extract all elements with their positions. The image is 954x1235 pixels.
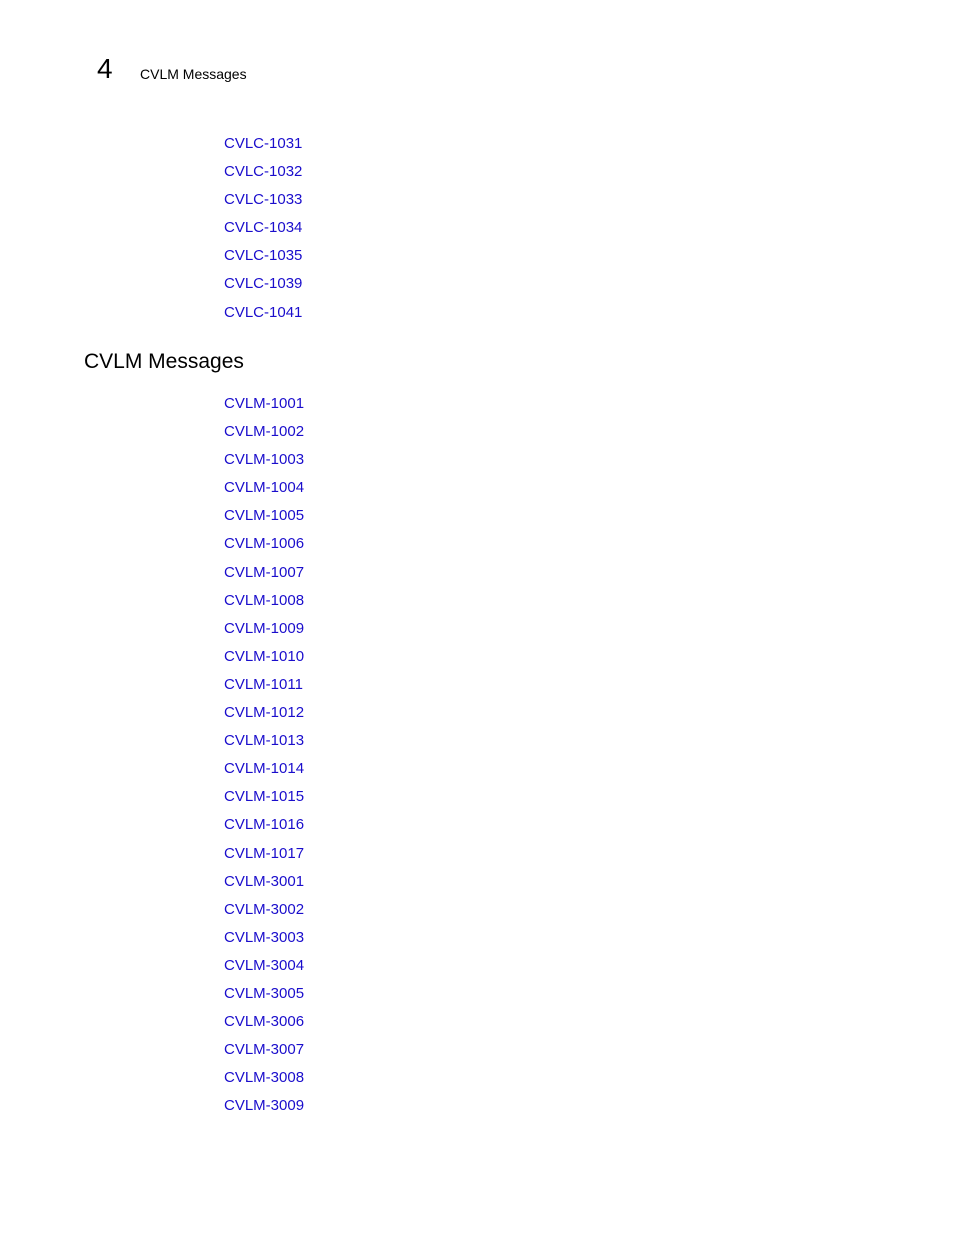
list-item [224, 1070, 304, 1098]
list-item [224, 276, 302, 304]
list-item [224, 452, 304, 480]
list-item [224, 220, 302, 248]
list-item [224, 986, 304, 1014]
list-item [224, 733, 304, 761]
message-link[interactable]: CVLM-3004 [224, 956, 305, 974]
list-item [224, 424, 304, 452]
message-link[interactable]: CVLC-1033 [224, 191, 303, 209]
list-item [224, 621, 304, 649]
list-item [224, 958, 304, 986]
message-link[interactable]: CVLC-1031 [224, 135, 303, 152]
message-link[interactable]: CVLM-1015 [224, 788, 305, 806]
message-link[interactable]: CVLM-3007 [224, 1041, 305, 1059]
list-item [224, 846, 304, 874]
list-item [224, 761, 304, 789]
list-item [224, 565, 304, 593]
message-link[interactable]: CVLM-3002 [224, 900, 305, 918]
message-link[interactable]: CVLM-1016 [224, 816, 305, 834]
message-link[interactable]: CVLM-3009 [224, 1097, 305, 1115]
cvlc-link-list [224, 136, 302, 333]
list-item [224, 1014, 304, 1042]
message-link[interactable]: CVLM-3001 [224, 872, 305, 890]
message-link[interactable]: CVLC-1032 [224, 163, 303, 181]
message-link[interactable]: CVLM-1003 [224, 451, 305, 469]
list-item [224, 930, 304, 958]
list-item [224, 1042, 304, 1070]
message-link[interactable]: CVLM-1004 [224, 479, 305, 497]
list-item [224, 789, 304, 817]
chapter-number: 4 [97, 53, 113, 84]
list-item [224, 305, 302, 333]
list-item [224, 480, 304, 508]
message-link[interactable]: CVLM-1014 [224, 760, 305, 778]
message-link[interactable]: CVLC-1034 [224, 219, 303, 237]
list-item [224, 705, 304, 733]
message-link[interactable]: CVLM-1006 [224, 535, 305, 553]
list-item [224, 164, 302, 192]
list-item [224, 593, 304, 621]
message-link[interactable]: CVLM-1009 [224, 619, 305, 637]
message-link[interactable]: CVLM-3003 [224, 928, 305, 946]
message-link[interactable]: CVLM-1002 [224, 423, 305, 441]
list-item [224, 677, 304, 705]
message-link[interactable]: CVLM-1005 [224, 507, 305, 525]
message-link[interactable]: CVLC-1039 [224, 275, 303, 293]
message-link[interactable]: CVLM-3008 [224, 1069, 305, 1087]
list-item [224, 192, 302, 220]
list-item [224, 817, 304, 845]
message-link[interactable]: CVLM-1007 [224, 563, 305, 581]
message-link[interactable]: CVLM-3005 [224, 984, 305, 1002]
list-item [224, 396, 304, 424]
message-link[interactable]: CVLC-1035 [224, 247, 303, 265]
list-item [224, 874, 304, 902]
list-item [224, 136, 302, 164]
message-link[interactable]: CVLM-1011 [224, 675, 303, 693]
message-link[interactable]: CVLM-1013 [224, 732, 305, 750]
message-link[interactable]: CVLM-1001 [224, 395, 305, 412]
message-link[interactable]: CVLC-1041 [224, 303, 303, 321]
list-item [224, 248, 302, 276]
message-link[interactable]: CVLM-1012 [224, 704, 305, 722]
list-item [224, 508, 304, 536]
message-link[interactable]: CVLM-1008 [224, 591, 305, 609]
message-link[interactable]: CVLM-3006 [224, 1013, 305, 1031]
message-link[interactable]: CVLM-1017 [224, 844, 305, 862]
list-item [224, 649, 304, 677]
cvlm-link-list [224, 396, 304, 1126]
list-item [224, 902, 304, 930]
running-header-title: CVLM Messages [140, 66, 247, 82]
message-link[interactable]: CVLM-1010 [224, 647, 305, 665]
list-item [224, 536, 304, 564]
list-item [224, 1098, 304, 1126]
section-title: CVLM Messages [84, 350, 244, 373]
